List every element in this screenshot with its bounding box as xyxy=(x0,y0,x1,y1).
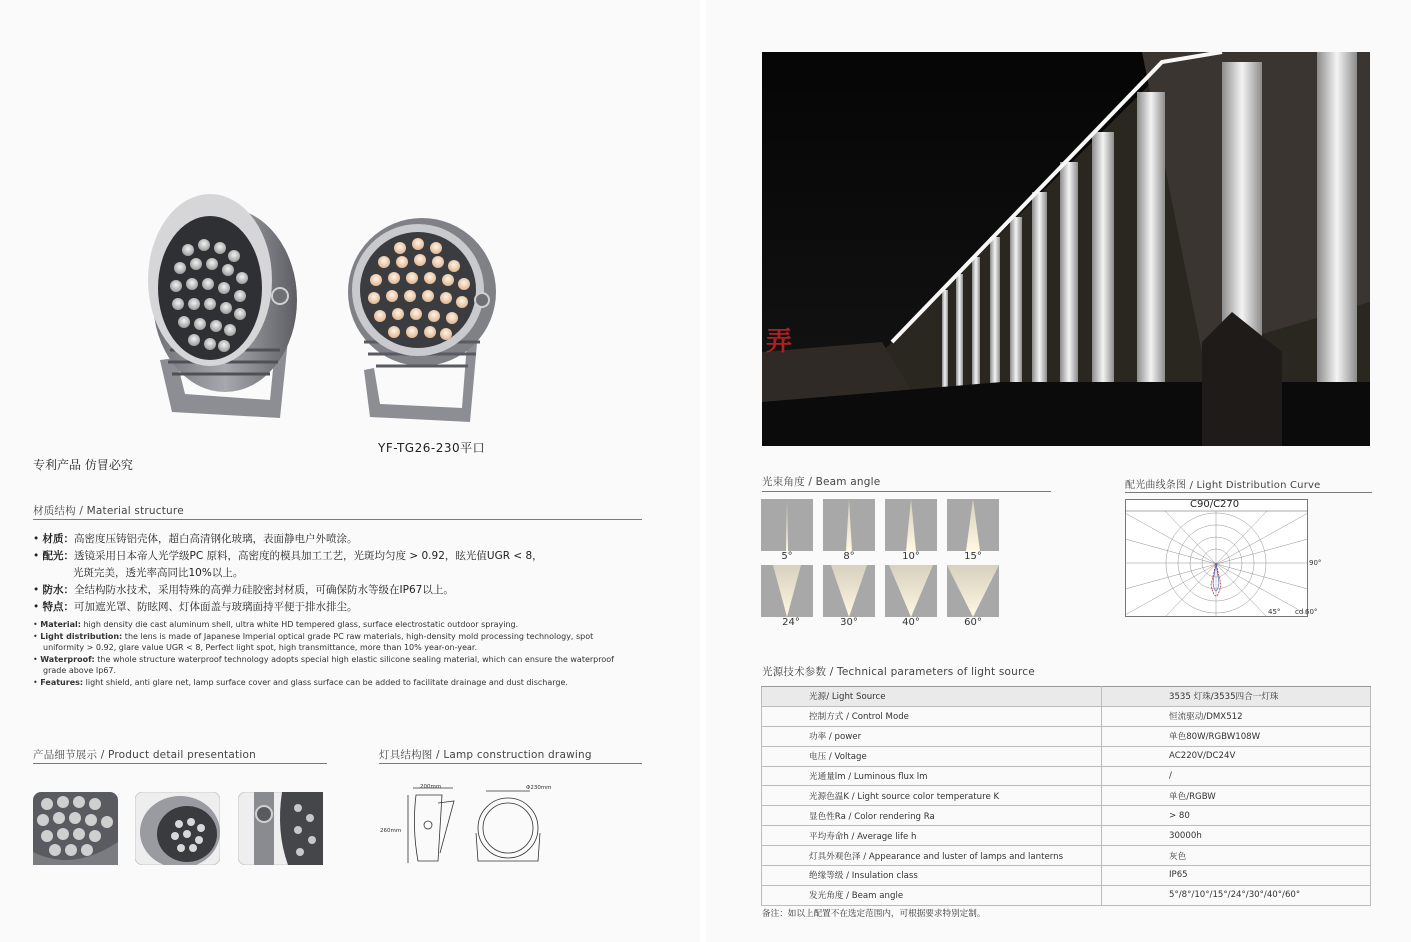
param-value: AC220V/DC24V xyxy=(1102,746,1371,766)
param-key: 显色性Ra / Color rendering Ra xyxy=(762,806,1102,826)
material-section-rule xyxy=(33,519,642,520)
param-value: 单色80W/RGBW108W xyxy=(1102,726,1371,746)
tech-note: 备注：如以上配置不在选定范围内，可根据要求特别定制。 xyxy=(762,909,986,919)
en-item-material: • Material: high density die cast aluminum shell, ultra white HD tempered glass, surface electrostatic outdoor spraying. xyxy=(33,620,519,629)
patent-notice: 专利产品 仿冒必究 xyxy=(33,458,133,472)
model-name: YF-TG26-230平口 xyxy=(378,441,486,455)
curve-label-90: 90° xyxy=(1309,559,1322,567)
param-value: 30000h xyxy=(1102,826,1371,846)
en-item-light-cont: uniformity > 0.92, glare value UGR < 8, Perfect light spot, high transmittance, more than 10% year-on-year. xyxy=(43,643,478,652)
table-row xyxy=(762,806,1371,826)
en-item-features: • Features: light shield, anti glare net, lamp surface cover and glass surface can be added to facilitate drainage and dust discharge. xyxy=(33,677,568,687)
product-image-side-view xyxy=(130,190,310,430)
table-row xyxy=(762,786,1371,806)
beam-label-30: 30° xyxy=(840,617,858,628)
curve-section-rule xyxy=(1125,492,1372,493)
param-value: 单色/RGBW xyxy=(1102,786,1371,806)
param-key: 绝缘等级 / Insulation class xyxy=(762,866,1102,886)
curve-label-cd: cd xyxy=(1295,608,1304,616)
zh-item-light: • 配光：透镜采用日本帝人光学级PC 原料，高密度的模具加工工艺，光斑均匀度 > 0.92，眩光值UGR < 8， xyxy=(33,550,543,562)
polar-distribution-chart xyxy=(1125,499,1308,617)
product-image-front-view xyxy=(340,212,500,427)
beam-label-40: 40° xyxy=(902,617,920,628)
beam-section-title: 光束角度 / Beam angle xyxy=(762,476,881,488)
table-row xyxy=(762,846,1371,866)
param-key: 光源色温K / Light source color temperature K xyxy=(762,786,1102,806)
detail-image-bracket xyxy=(238,792,323,865)
zh-item-waterproof: • 防水：全结构防水技术，采用特殊的高弹力硅胶密封材质，可确保防水等级在IP67以上。 xyxy=(33,584,454,596)
en-item-waterproof: • Waterproof: the whole structure waterproof technology adopts special high elastic silicone sealing material, which can ensure the waterproof xyxy=(33,654,614,664)
dim-width: 200mm xyxy=(420,784,442,790)
table-row xyxy=(762,706,1371,726)
svg-text:弄: 弄 xyxy=(766,327,793,357)
beam-label-5: 5° xyxy=(781,551,793,562)
left-page xyxy=(0,0,700,942)
tech-parameters-table xyxy=(761,686,1371,906)
param-key: 光通量lm / Luminous flux lm xyxy=(762,766,1102,786)
detail-image-leds xyxy=(33,792,118,865)
zh-item-material: • 材质：高密度压铸铝壳体，超白高清钢化玻璃，表面静电户外喷涂。 xyxy=(33,533,358,545)
curve-chart-title: C90/C270 xyxy=(1190,499,1240,510)
param-key: 电压 / Voltage xyxy=(762,746,1102,766)
tech-section-title: 光源技术参数 / Technical parameters of light source xyxy=(762,666,1035,678)
construction-drawing xyxy=(378,783,558,868)
beam-label-8: 8° xyxy=(843,551,855,562)
curve-label-60: 60° xyxy=(1305,608,1318,616)
param-key: 灯具外观色泽 / Appearance and luster of lamps and lanterns xyxy=(762,846,1102,866)
curve-section-title: 配光曲线条图 / Light Distribution Curve xyxy=(1125,480,1321,491)
param-value: 恒流驱动/DMX512 xyxy=(1102,706,1371,726)
table-row xyxy=(762,746,1371,766)
param-value: 3535 灯珠/3535四合一灯珠 xyxy=(1102,687,1371,707)
param-key: 功率 / power xyxy=(762,726,1102,746)
zh-item-light-cont: 光斑完美，透光率高同比10%以上。 xyxy=(73,567,244,579)
param-key: 光源/ Light Source xyxy=(762,687,1102,707)
beam-label-24: 24° xyxy=(782,617,800,628)
param-key: 发光角度 / Beam angle xyxy=(762,885,1102,905)
param-value: > 80 xyxy=(1102,806,1371,826)
beam-label-15: 15° xyxy=(964,551,982,562)
material-section-title: 材质结构 / Material structure xyxy=(33,505,184,517)
beam-label-10: 10° xyxy=(902,551,920,562)
material-zh-list xyxy=(33,531,543,616)
table-row xyxy=(762,885,1371,905)
drawing-section-title: 灯具结构图 / Lamp construction drawing xyxy=(379,749,592,761)
table-row xyxy=(762,826,1371,846)
param-value: 5°/8°/10°/15°/24°/30°/40°/60° xyxy=(1102,885,1371,905)
param-value: 灰色 xyxy=(1102,846,1371,866)
table-row xyxy=(762,766,1371,786)
param-key: 平均寿命h / Average life h xyxy=(762,826,1102,846)
application-photo-building xyxy=(762,52,1370,446)
detail-image-visor xyxy=(135,792,220,865)
dim-diameter: Φ230mm xyxy=(526,785,552,791)
zh-item-features: • 特点：可加遮光罩、防眩网、灯体面盖与玻璃面持平便于排水排尘。 xyxy=(33,601,358,613)
en-item-waterproof-cont: grade above Ip67. xyxy=(43,666,117,675)
detail-section-title: 产品细节展示 / Product detail presentation xyxy=(33,749,256,761)
table-row xyxy=(762,687,1371,707)
en-item-light: • Light distribution: the lens is made of Japanese Imperial optical grade PC raw materials, high-density mold processing technology, spot xyxy=(33,631,594,641)
table-row xyxy=(762,726,1371,746)
beam-label-60: 60° xyxy=(964,617,982,628)
param-value: IP65 xyxy=(1102,866,1371,886)
drawing-section-rule xyxy=(379,763,642,764)
param-value: / xyxy=(1102,766,1371,786)
dim-height: 260mm xyxy=(380,828,402,834)
table-row xyxy=(762,866,1371,886)
param-key: 控制方式 / Control Mode xyxy=(762,706,1102,726)
material-en-list xyxy=(33,619,614,688)
curve-label-45: 45° xyxy=(1268,608,1281,616)
detail-section-rule xyxy=(33,763,327,764)
beam-section-rule xyxy=(762,491,1051,492)
